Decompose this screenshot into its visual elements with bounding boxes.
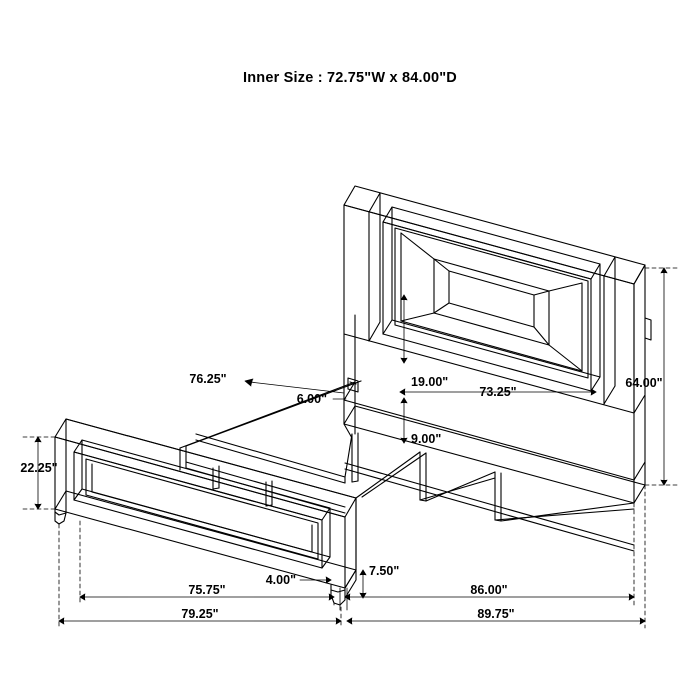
headboard-panel-frame-inner-edge	[383, 207, 392, 334]
slat-support-frame	[180, 381, 634, 551]
frame-rail-diag-1b	[186, 381, 361, 446]
headboard-left-post-bevel-lower	[369, 322, 380, 341]
center-support-bottom	[196, 440, 345, 483]
footboard-right-foot	[331, 585, 345, 605]
slat-diag-a2	[362, 453, 426, 497]
dimension-labels	[20, 372, 662, 621]
panel-facet-bottom	[401, 313, 582, 371]
label-89-75: 89.75"	[477, 607, 515, 621]
center-beam-right-b	[345, 469, 634, 551]
arrow-2225-top	[35, 437, 41, 442]
page-title: Inner Size : 72.75"W x 84.00"D	[243, 70, 457, 86]
label-4: 4.00"	[265, 573, 296, 587]
arrow-76	[245, 379, 253, 386]
headboard-right-leg-bottom	[634, 462, 645, 480]
headboard-trim-tab	[645, 318, 651, 340]
headboard-right-post-bevel	[604, 257, 615, 276]
label-19: 19.00"	[411, 375, 449, 389]
footboard-right-foot-detail	[331, 590, 345, 592]
arrow-4-right	[326, 577, 331, 583]
slat-diag-b	[426, 472, 495, 501]
label-64: 64.00"	[625, 376, 663, 390]
label-79-25: 79.25"	[181, 607, 219, 621]
center-post-1-bottom	[352, 481, 358, 482]
arrow-73-left	[400, 389, 405, 395]
footboard-left-foot-detail	[55, 512, 66, 515]
arrow-73-right	[591, 389, 596, 395]
headboard-left-post-bevel	[369, 193, 380, 212]
label-76-25: 76.25"	[189, 372, 227, 386]
headboard-assembly	[344, 186, 651, 480]
label-73-25: 73.25"	[479, 385, 517, 399]
arrow-64-bottom	[661, 480, 667, 485]
arrow-2225-bottom	[35, 504, 41, 509]
slat-diag-c2	[495, 509, 634, 520]
slat-leg-1-bottom	[213, 488, 219, 489]
arrow-19-bottom	[401, 358, 407, 363]
headboard-panel-frame-top	[383, 207, 600, 279]
arrow-9-top	[401, 398, 407, 403]
arrow-64-top	[661, 268, 667, 273]
panel-facet-inner-top	[434, 259, 549, 295]
arrow-7925-right	[336, 618, 341, 624]
arrow-8975-left	[347, 618, 352, 624]
side-rail-left-top-line	[66, 419, 356, 498]
label-7-50: 7.50"	[369, 564, 400, 578]
lower-beam-left	[186, 468, 345, 513]
footboard-assembly	[55, 419, 356, 605]
label-75-75: 75.75"	[188, 583, 226, 597]
label-9: 9.00"	[411, 432, 442, 446]
arrow-86-right	[629, 594, 634, 600]
arrow-19-top	[401, 295, 407, 300]
panel-facet-inner-bottom	[434, 303, 549, 345]
headboard-right-post-bevel-lower	[604, 386, 615, 404]
arrow-750-top	[360, 570, 366, 575]
center-support-top	[196, 434, 345, 477]
label-22-25: 22.25"	[20, 461, 58, 475]
footboard-inner-frame-left	[74, 440, 82, 500]
label-6: 6.00"	[296, 392, 327, 406]
arrow-7575-left	[80, 594, 85, 600]
arrow-8975-right	[640, 618, 645, 624]
footboard-front-face	[55, 437, 345, 588]
footboard-left-foot	[55, 491, 66, 524]
headboard-side-face	[634, 265, 645, 413]
label-86: 86.00"	[470, 583, 508, 597]
side-rail-right-face	[344, 400, 634, 503]
side-rail-right-back-bottom	[355, 406, 645, 503]
arrow-7925-left	[59, 618, 64, 624]
slat-diag-b2	[420, 478, 495, 500]
